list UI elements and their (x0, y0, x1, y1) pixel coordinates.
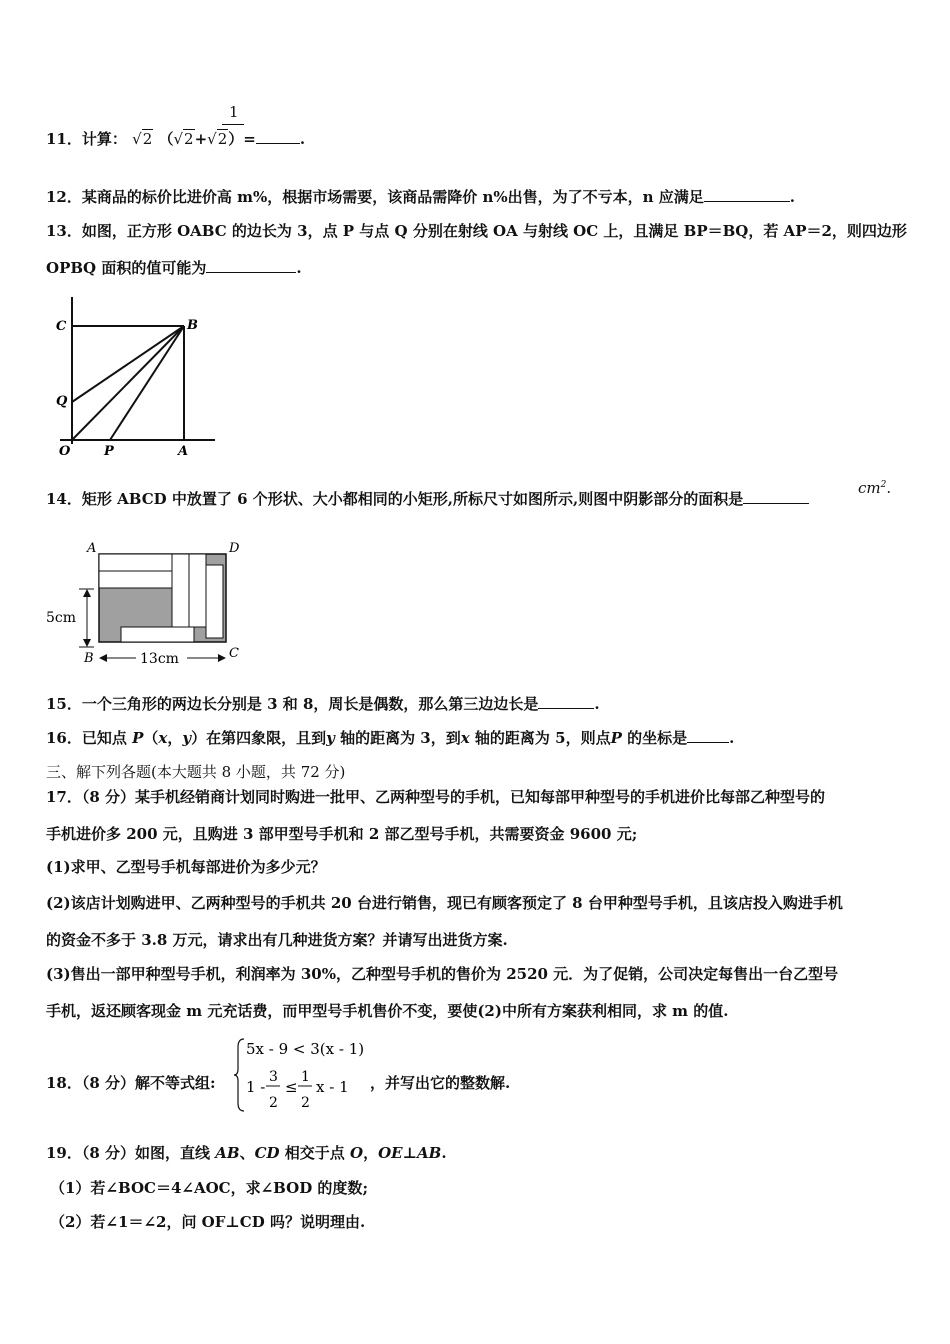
question-18-tail: ，并写出它的整数解. (370, 1074, 511, 1092)
label-o: O (59, 444, 71, 459)
arrow-head-left (99, 654, 107, 662)
q19-mid: 相交于点 (279, 1144, 351, 1162)
question-17-line2: 手机进价多 200 元，且购进 3 部甲型号手机和 2 部乙型号手机，共需要资金 9600 元; (46, 825, 638, 843)
question-12 (46, 187, 795, 207)
line-cd: CD (254, 1144, 280, 1162)
inequality-2-left: 1 - (246, 1078, 266, 1096)
small-rect-6 (121, 627, 194, 642)
q16-y: y (182, 729, 192, 747)
label-q: Q (56, 394, 68, 409)
small-rect-3 (172, 554, 189, 627)
q16-point-2: P (610, 729, 622, 747)
question-11 (46, 129, 305, 149)
answer-blank[interactable] (538, 694, 594, 709)
question-16 (46, 728, 734, 748)
q11-paren-open: （ (158, 130, 174, 148)
segment-ob (72, 326, 184, 440)
width-label: 13cm (140, 651, 179, 667)
question-17-part3: (3)售出一部甲种型号手机，利润率为 30%，乙种型号手机的售价为 2520 元．为了促销，公司决定每售出一台乙型号 (46, 965, 839, 983)
question-14 (46, 489, 809, 509)
label-d: D (229, 541, 240, 556)
unit-exponent: 2 (880, 480, 887, 490)
arrow-head-down (83, 639, 91, 647)
q16-point: P (132, 729, 144, 747)
figure-14-rectangle (44, 537, 249, 672)
q14-end: . (886, 479, 892, 497)
label-c: C (56, 319, 67, 334)
q13-text: OPBQ 面积的值可能为 (46, 259, 207, 277)
perp-sign: ⊥ (402, 1144, 418, 1162)
answer-blank[interactable] (743, 489, 809, 504)
sqrt-expression-3: √2 (207, 130, 228, 148)
q16-mid3: 轴的距离为 5，则点 (469, 729, 611, 747)
frac2-denominator: 2 (301, 1095, 310, 1111)
inequality-1: 5x - 9 < 3(x - 1) (246, 1040, 365, 1058)
sqrt-expression-2: √2 (173, 130, 194, 148)
frac1-denominator: 2 (269, 1095, 278, 1111)
question-17-line7: 手机，返还顾客现金 m 元充话费，而甲型号手机售价不变，要使(2)中所有方案获利相同，求 m 的值. (46, 1002, 729, 1020)
q16-yaxis: y (326, 729, 335, 747)
label-a: A (178, 444, 189, 459)
label-b: B (84, 651, 94, 666)
frac2-numerator: 1 (301, 1069, 310, 1085)
question-17-part1: (1)求甲、乙型号手机每部进价为多少元？ (46, 858, 326, 876)
q19-comma: ， (363, 1144, 379, 1162)
q16-mid2: 轴的距离为 3，到 (334, 729, 461, 747)
section-heading: 三、解下列各题(本大题共 8 小题，共 72 分) (46, 763, 346, 781)
frac1-numerator: 3 (269, 1069, 278, 1085)
question-13-line2 (46, 258, 302, 278)
q16-pre: 16．已知点 (46, 729, 133, 747)
line-ab: AB (215, 1144, 240, 1162)
q11-fraction-bar (222, 124, 244, 125)
q19-dot: . (441, 1144, 447, 1162)
label-b: B (187, 318, 198, 333)
label-c: C (229, 646, 239, 661)
q16-mid4: 的坐标是 (621, 729, 688, 747)
question-15 (46, 694, 600, 714)
q19-pre: 19．（8 分）如图，直线 (46, 1144, 216, 1162)
q12-end: . (789, 188, 795, 206)
segment-qb (72, 326, 184, 402)
q14-text: 14．矩形 ABCD 中放置了 6 个形状、大小都相同的小矩形,所标尺寸如图所示,则图中阴影部分的面积是 (46, 490, 744, 508)
question-18: 18．（8 分）解不等式组: (46, 1074, 216, 1092)
q11-fraction-numerator: 1 (229, 103, 239, 121)
sqrt-expression: √2 (132, 130, 153, 148)
q12-text: 12．某商品的标价比进价高 m%，根据市场需要，该商品需降价 n%出售，为了不亏本，n 应满足 (46, 188, 704, 206)
question-17-part2: (2)该店计划购进甲、乙两种型号的手机共 20 台进行销售，现已有顾客预定了 8 台甲种型号手机，且该店投入购进手机 (46, 894, 843, 912)
q16-paren: （ (143, 729, 159, 747)
q16-x: x (158, 729, 168, 747)
system-brace (234, 1039, 244, 1111)
ray-oe: OE (378, 1144, 403, 1162)
question-13-line1: 13．如图，正方形 OABC 的边长为 3，点 P 与点 Q 分别在射线 OA 与射线 OC 上，且满足 BP＝BQ，若 AP＝2，则四边形 (46, 222, 907, 240)
question-17-line1: 17．（8 分）某手机经销商计划同时购进一批甲、乙两种型号的手机，已知每部甲种型号的手机进价比每部乙种型号的 (46, 788, 826, 806)
q11-number: 11． (46, 130, 82, 148)
small-rect-4 (189, 554, 206, 627)
q11-label: 计算： (81, 130, 127, 148)
line-ab-2: AB (417, 1144, 442, 1162)
unit-cm: cm (858, 479, 881, 497)
q15-text: 15．一个三角形的两边长分别是 3 和 8，周长是偶数，那么第三边边长是 (46, 695, 539, 713)
q16-xaxis: x (460, 729, 470, 747)
question-19-part1: （1）若∠BOC＝4∠AOC，求∠BOD 的度数; (50, 1179, 368, 1197)
q14-unit (858, 479, 891, 497)
small-rect-5 (206, 565, 223, 638)
point-o: O (350, 1144, 364, 1162)
q16-end: . (729, 729, 735, 747)
q11-paren-close: ）= (228, 130, 256, 148)
question-19-line1 (46, 1143, 447, 1163)
q16-paren-close: ） (191, 729, 207, 747)
small-rect-1 (99, 554, 172, 571)
q11-end: . (299, 130, 306, 148)
answer-blank[interactable] (704, 187, 790, 202)
q13-end: . (296, 259, 302, 277)
height-label: 5cm (46, 610, 77, 626)
segment-pb (110, 326, 184, 440)
question-17-line5: 的资金不多于 3.8 万元，请求出有几种进货方案？并请写出进货方案. (46, 931, 508, 949)
question-19-part2: （2）若∠1＝∠2，问 OF⊥CD 吗？说明理由. (50, 1213, 366, 1231)
leq-sign: ≤ (285, 1078, 298, 1096)
q19-sep: 、 (239, 1144, 255, 1162)
answer-blank[interactable] (256, 129, 300, 144)
q11-plus: + (194, 130, 208, 148)
q16-mid1: 在第四象限，且到 (206, 729, 327, 747)
arrow-head-right (218, 654, 226, 662)
small-rect-2 (99, 571, 172, 588)
label-a: A (87, 541, 97, 556)
label-p: P (104, 444, 114, 459)
inequality-2-right: x - 1 (316, 1078, 349, 1096)
inequality-system (232, 1035, 372, 1115)
q15-end: . (594, 695, 600, 713)
q16-comma: ， (167, 729, 183, 747)
answer-blank[interactable] (206, 258, 296, 273)
figure-13-square (50, 292, 225, 460)
answer-blank[interactable] (687, 728, 729, 743)
arrow-head-up (83, 589, 91, 597)
